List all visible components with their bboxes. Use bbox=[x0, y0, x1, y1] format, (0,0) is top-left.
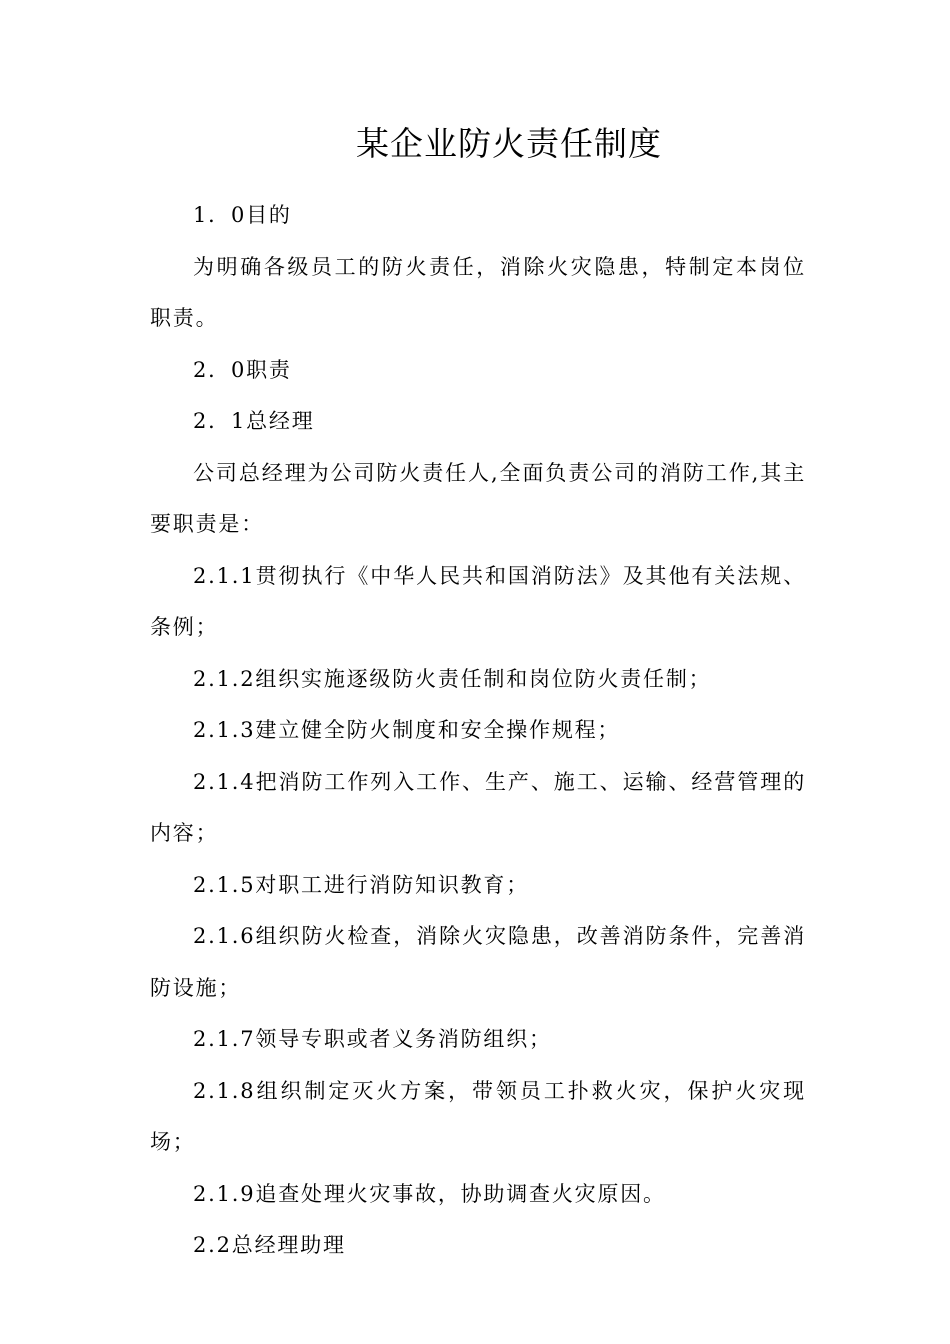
duty-item-2-1-9: 2.1.9追查处理火灾事故，协助调查火灾原因。 bbox=[193, 1181, 666, 1206]
section-heading-duties: 2．0职责 bbox=[193, 357, 292, 382]
duty-item-2-1-6: 2.1.6组织防火检查，消除火灾隐患，改善消防条件，完善消防设施； bbox=[150, 924, 806, 1000]
duty-item-2-1-3: 2.1.3建立健全防火制度和安全操作规程； bbox=[193, 718, 621, 742]
duty-item-2-1-7: 2.1.7领导专职或者义务消防组织； bbox=[193, 1027, 552, 1051]
subsection-heading-general-manager: 2．1总经理 bbox=[193, 409, 315, 433]
duty-item-2-1-2: 2.1.2组织实施逐级防火责任制和岗位防火责任制； bbox=[193, 666, 712, 691]
general-manager-intro-paragraph: 公司总经理为公司防火责任人,全面负责公司的消防工作,其主要职责是： bbox=[150, 460, 806, 536]
duty-item-2-1-4: 2.1.4把消防工作列入工作、生产、施工、运输、经营管理的内容； bbox=[150, 769, 806, 845]
duty-item-2-1-5: 2.1.5对职工进行消防知识教育； bbox=[193, 872, 530, 897]
document-body bbox=[150, 190, 806, 1272]
purpose-paragraph: 为明确各级员工的防火责任，消除火灾隐患，特制定本岗位职责。 bbox=[150, 254, 806, 330]
subsection-heading-assistant-general-manager: 2.2总经理助理 bbox=[193, 1233, 346, 1257]
document-title: 某企业防火责任制度 bbox=[356, 124, 662, 163]
section-heading-purpose: 1．0目的 bbox=[193, 203, 292, 227]
duty-item-2-1-8: 2.1.8组织制定灭火方案，带领员工扑救火灾，保护火灾现场； bbox=[150, 1078, 806, 1154]
duty-item-2-1-1: 2.1.1贯彻执行《中华人民共和国消防法》及其他有关法规、条例； bbox=[150, 563, 806, 639]
